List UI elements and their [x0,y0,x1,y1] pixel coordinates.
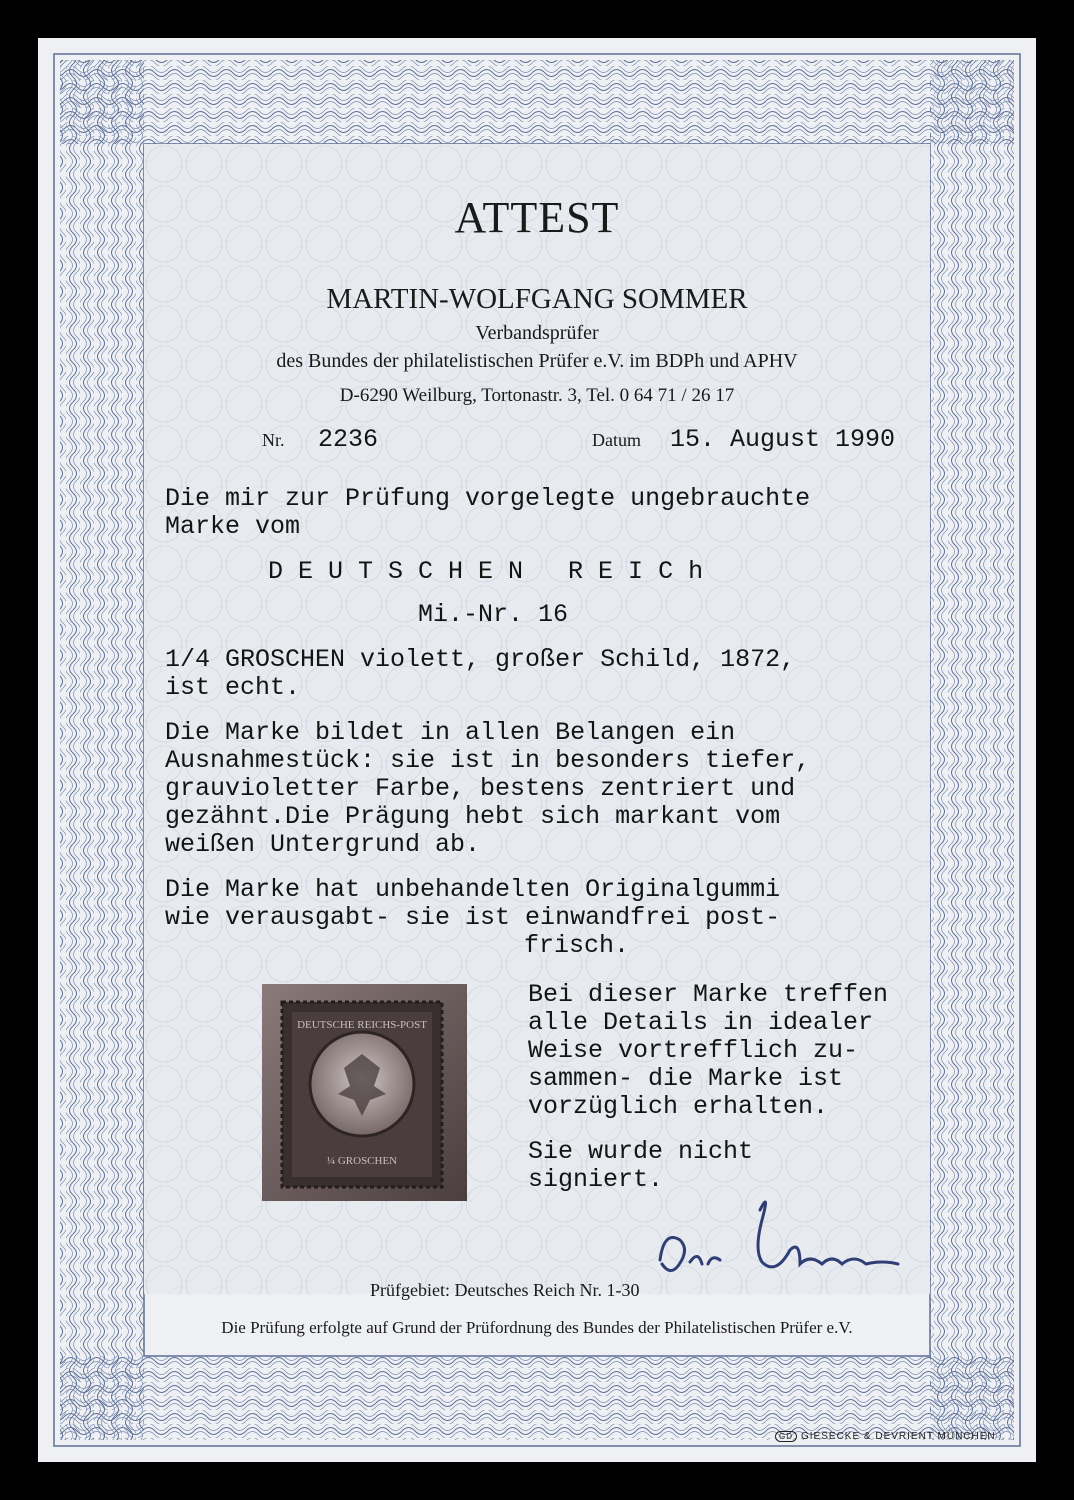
paragraph-3-line-4: sammen- die Marke ist [528,1064,844,1093]
exam-scope: Prüfgebiet: Deutsches Reich Nr. 1-30 [370,1280,640,1300]
nr-value: 2236 [318,425,379,454]
intro-line-1: Die mir zur Prüfung vorgelegte ungebrauchte [165,484,811,513]
certificate-title: ATTEST [454,193,620,242]
stamp-bottom-text: ¼ GROSCHEN [326,1155,398,1167]
paragraph-1-line-1: Die Marke bildet in allen Belangen ein [165,718,736,747]
paragraph-1-line-4: gezähnt.Die Prägung hebt sich markant vom [165,802,781,831]
examiner-role: Verbandsprüfer [475,322,599,344]
examiner-association: des Bundes der philatelistischen Prüfer e.V. im BDPh und APHV [276,350,798,372]
paragraph-4-line-1: Sie wurde nicht [528,1137,754,1166]
paragraph-1-line-3: grauvioletter Farbe, bestens zentriert und [165,774,796,803]
printer-logo: GD [775,1431,797,1442]
intro-line-2: Marke vom [165,512,301,541]
printer-name: GIESECKE & DEVRIENT MÜNCHEN [801,1431,996,1442]
stamp-photo [262,984,467,1201]
examiner-name: MARTIN-WOLFGANG SOMMER [326,283,748,315]
paragraph-2-line-2: wie verausgabt- sie ist einwandfrei post- [165,903,781,932]
paragraph-4-line-2: signiert. [528,1165,664,1194]
stamp-top-text: DEUTSCHE REICHS-POST [297,1019,427,1031]
examiner-address: D-6290 Weilburg, Tortonastr. 3, Tel. 0 64 71 / 26 17 [339,385,735,406]
description-line-1: 1/4 GROSCHEN violett, großer Schild, 1872, [165,645,796,674]
handwritten-signature [650,1180,915,1300]
nr-label: Nr. [262,430,285,450]
catalog-number: Mi.-Nr. 16 [418,600,569,629]
paragraph-3-line-3: Weise vortrefflich zu- [528,1036,859,1065]
country: D E U T S C H E N R E I C h [268,557,704,586]
paragraph-3-line-2: alle Details in idealer [528,1008,874,1037]
printer-imprint [775,1431,996,1442]
date-value: 15. August 1990 [670,425,896,454]
paragraph-3-line-1: Bei dieser Marke treffen [528,980,889,1009]
description-line-2: ist echt. [165,673,301,702]
paragraph-2-line-1: Die Marke hat unbehandelten Originalgummi [165,875,781,904]
paragraph-1-line-2: Ausnahmestück: sie ist in besonders tiefer, [165,746,811,775]
paragraph-2-line-3: frisch. [524,931,630,960]
paragraph-3-line-5: vorzüglich erhalten. [528,1092,829,1121]
date-label: Datum [592,430,641,450]
exam-basis: Die Prüfung erfolgte auf Grund der Prüfordnung des Bundes der Philatelistischen Prüfer e.V. [221,1318,853,1337]
paragraph-1-line-5: weißen Untergrund ab. [165,830,481,859]
